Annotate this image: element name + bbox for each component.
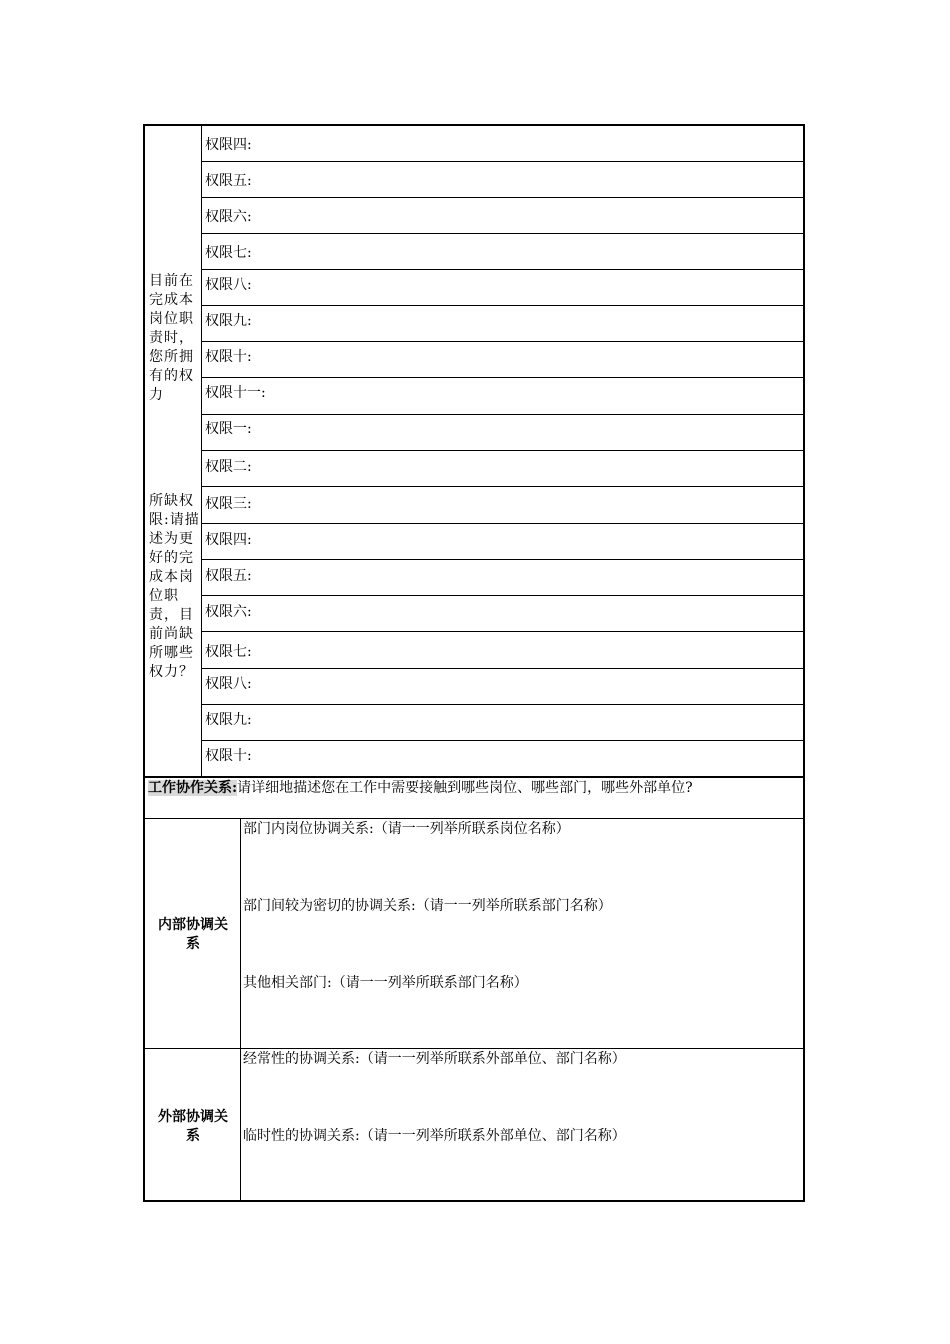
missing-authority-row: 权限四:: [205, 532, 252, 548]
missing-authority-row: 权限八:: [205, 676, 252, 692]
authority-row: 权限十:: [205, 349, 252, 365]
external-coordination-item: 经常性的协调关系:（请一一列举所联系外部单位、部门名称）: [243, 1051, 626, 1067]
row-divider: [201, 450, 803, 451]
missing-authority-row: 权限五:: [205, 568, 252, 584]
internal-coordination-item: 其他相关部门:（请一一列举所联系部门名称）: [243, 975, 528, 991]
missing-authority-label: [149, 492, 201, 682]
authority-row: 权限五:: [205, 173, 252, 189]
missing-authority-row: 权限十:: [205, 748, 252, 764]
row-divider: [201, 377, 803, 378]
current-authority-label: 目前在完成本岗位职责时，您所拥有的权力: [149, 273, 194, 403]
missing-authority-row: 权限九:: [205, 712, 252, 728]
section-divider: [145, 1048, 803, 1049]
label-column-divider: [201, 126, 202, 776]
row-divider: [201, 414, 803, 415]
authority-row: 权限十一:: [205, 385, 266, 401]
work-coordination-description: 请详细地描述您在工作中需要接触到哪些岗位、哪些部门，哪些外部单位?: [237, 780, 693, 796]
row-divider: [201, 341, 803, 342]
missing-authority-row: 权限六:: [205, 604, 252, 620]
internal-coordination-item: 部门内岗位协调关系:（请一一列举所联系岗位名称）: [243, 821, 570, 837]
row-divider: [201, 161, 803, 162]
row-divider: [201, 197, 803, 198]
section-divider: [145, 818, 803, 819]
internal-coordination-label: 内部协调关系: [158, 917, 228, 952]
row-divider: [201, 740, 803, 741]
authority-row: 权限六:: [205, 209, 252, 225]
job-description-form: [143, 124, 805, 1202]
external-coordination-item: 临时性的协调关系:（请一一列举所联系外部单位、部门名称）: [243, 1128, 626, 1144]
work-coordination-title: 工作协作关系:: [148, 780, 238, 796]
missing-authority-row: 权限三:: [205, 496, 252, 512]
authority-row: 权限八:: [205, 277, 252, 293]
row-divider: [201, 523, 803, 524]
missing-authority-title: 所缺权限:: [149, 493, 194, 528]
authority-row: 权限七:: [205, 245, 252, 261]
row-divider: [201, 631, 803, 632]
row-divider: [201, 595, 803, 596]
group-column-divider: [240, 818, 241, 1202]
authority-row: 权限九:: [205, 313, 252, 329]
row-divider: [201, 269, 803, 270]
missing-authority-row: 权限一:: [205, 421, 252, 437]
external-coordination-label: 外部协调关系: [158, 1109, 228, 1144]
missing-authority-description: 请描述为更好的完成本岗位职责，目前尚缺所哪些 权力？: [149, 512, 200, 680]
row-divider: [201, 233, 803, 234]
internal-coordination-item: 部门间较为密切的协调关系:（请一一列举所联系部门名称）: [243, 898, 612, 914]
missing-authority-row: 权限二:: [205, 459, 252, 475]
work-coordination-header: [145, 776, 803, 818]
missing-authority-row: 权限七:: [205, 644, 252, 660]
row-divider: [201, 668, 803, 669]
row-divider: [201, 559, 803, 560]
row-divider: [201, 305, 803, 306]
authority-row: 权限四:: [205, 137, 252, 153]
row-divider: [201, 704, 803, 705]
row-divider: [201, 486, 803, 487]
